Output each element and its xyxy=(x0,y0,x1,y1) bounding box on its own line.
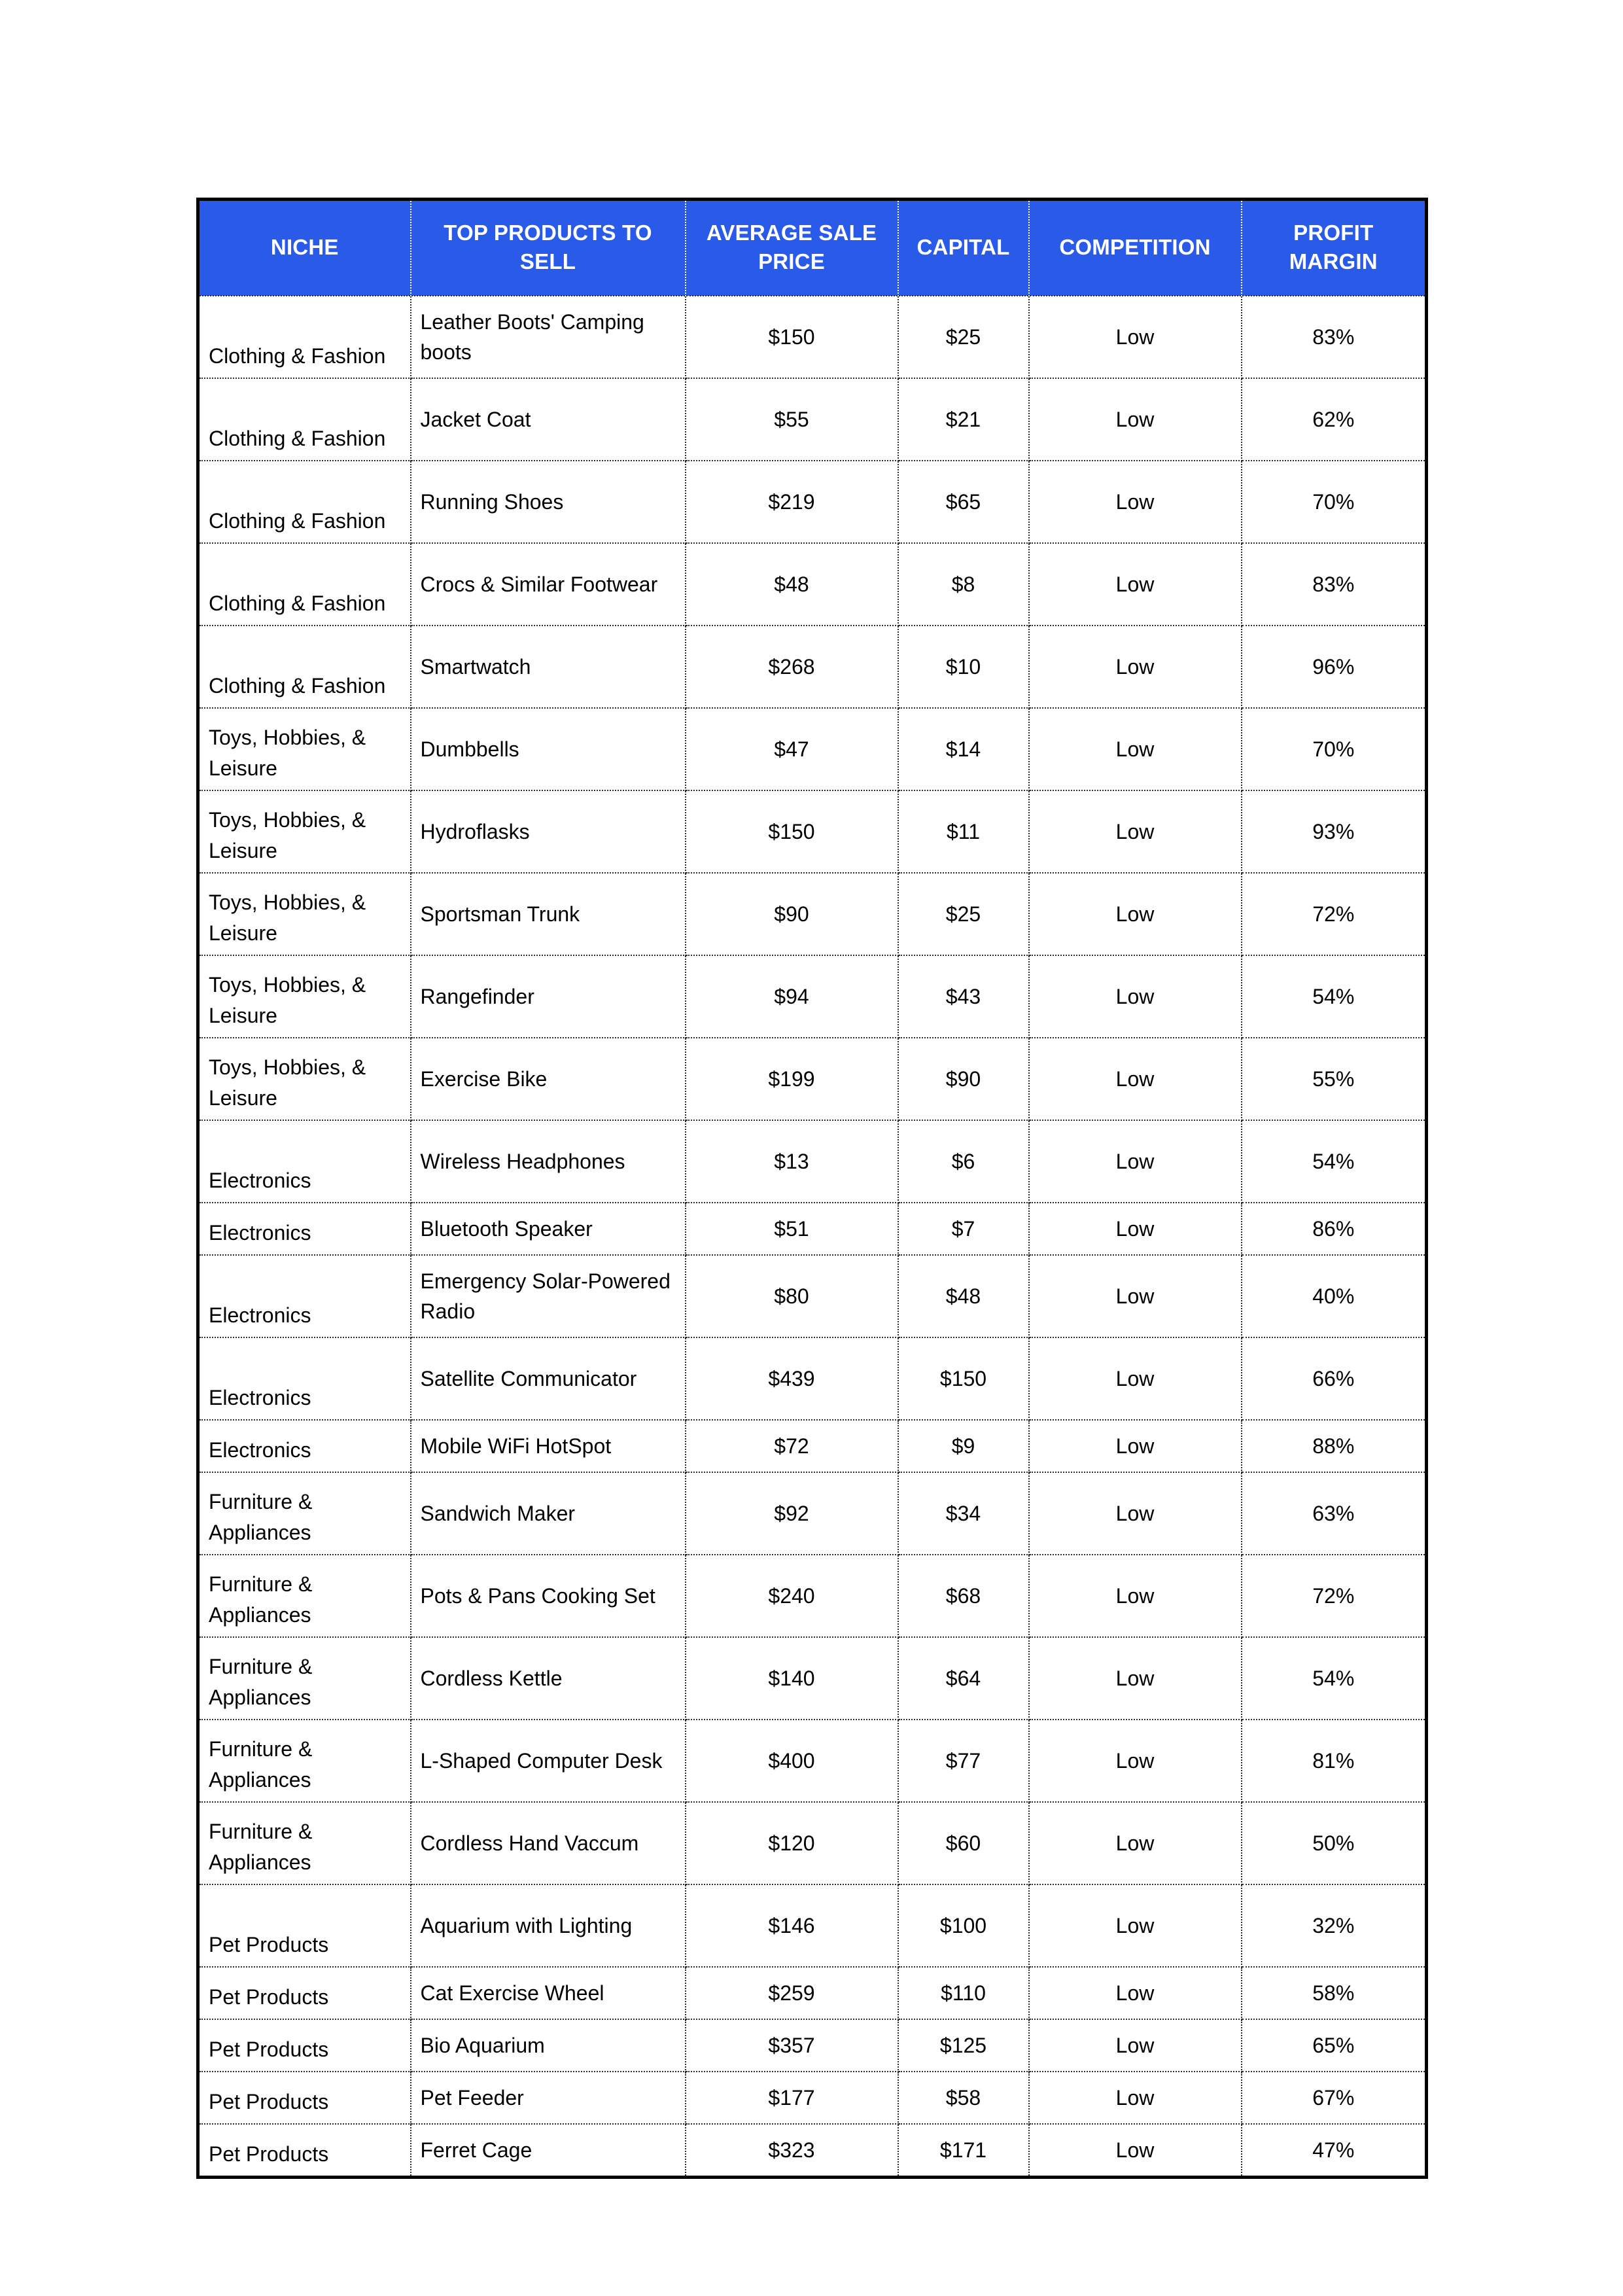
cell-competition: Low xyxy=(1029,2019,1242,2072)
cell-niche: Toys, Hobbies, & Leisure xyxy=(198,873,411,955)
cell-product: Running Shoes xyxy=(411,461,686,543)
cell-niche: Furniture & Appliances xyxy=(198,1555,411,1637)
cell-niche: Clothing & Fashion xyxy=(198,378,411,461)
cell-price: $90 xyxy=(686,873,898,955)
table-row[interactable] xyxy=(198,543,1427,626)
table-row[interactable] xyxy=(198,1420,1427,1472)
cell-niche: Furniture & Appliances xyxy=(198,1802,411,1884)
table-row[interactable] xyxy=(198,1720,1427,1802)
cell-niche: Clothing & Fashion xyxy=(198,296,411,378)
cell-niche: Electronics xyxy=(198,1120,411,1203)
header-row xyxy=(198,200,1427,296)
cell-competition: Low xyxy=(1029,1967,1242,2019)
cell-competition: Low xyxy=(1029,461,1242,543)
table-row[interactable] xyxy=(198,2124,1427,2178)
cell-competition: Low xyxy=(1029,873,1242,955)
cell-niche: Pet Products xyxy=(198,1967,411,2019)
cell-product: Ferret Cage xyxy=(411,2124,686,2178)
cell-niche: Toys, Hobbies, & Leisure xyxy=(198,790,411,873)
cell-competition: Low xyxy=(1029,708,1242,790)
cell-price: $268 xyxy=(686,626,898,708)
cell-capital: $60 xyxy=(898,1802,1029,1884)
table-row[interactable] xyxy=(198,626,1427,708)
cell-niche: Clothing & Fashion xyxy=(198,461,411,543)
cell-price: $199 xyxy=(686,1038,898,1120)
cell-margin: 81% xyxy=(1242,1720,1427,1802)
cell-niche: Furniture & Appliances xyxy=(198,1720,411,1802)
table-row[interactable] xyxy=(198,955,1427,1038)
cell-competition: Low xyxy=(1029,1472,1242,1555)
cell-product: Aquarium with Lighting xyxy=(411,1884,686,1967)
cell-product: Wireless Headphones xyxy=(411,1120,686,1203)
cell-product: Mobile WiFi HotSpot xyxy=(411,1420,686,1472)
table-row[interactable] xyxy=(198,790,1427,873)
cell-price: $120 xyxy=(686,1802,898,1884)
cell-product: Exercise Bike xyxy=(411,1038,686,1120)
cell-competition: Low xyxy=(1029,626,1242,708)
cell-niche: Toys, Hobbies, & Leisure xyxy=(198,1038,411,1120)
cell-competition: Low xyxy=(1029,378,1242,461)
cell-margin: 55% xyxy=(1242,1038,1427,1120)
cell-competition: Low xyxy=(1029,1802,1242,1884)
cell-price: $92 xyxy=(686,1472,898,1555)
cell-product: Dumbbells xyxy=(411,708,686,790)
cell-capital: $64 xyxy=(898,1637,1029,1720)
cell-margin: 83% xyxy=(1242,296,1427,378)
cell-price: $55 xyxy=(686,378,898,461)
table-row[interactable] xyxy=(198,873,1427,955)
cell-product: Sandwich Maker xyxy=(411,1472,686,1555)
cell-competition: Low xyxy=(1029,2072,1242,2124)
cell-margin: 32% xyxy=(1242,1884,1427,1967)
cell-competition: Low xyxy=(1029,1203,1242,1255)
niche-product-research-table xyxy=(196,198,1428,2179)
cell-margin: 54% xyxy=(1242,1637,1427,1720)
cell-competition: Low xyxy=(1029,1884,1242,1967)
cell-competition: Low xyxy=(1029,955,1242,1038)
cell-margin: 88% xyxy=(1242,1420,1427,1472)
table-header xyxy=(198,200,1427,296)
table-container xyxy=(196,198,1425,2179)
cell-margin: 62% xyxy=(1242,378,1427,461)
cell-capital: $125 xyxy=(898,2019,1029,2072)
cell-capital: $8 xyxy=(898,543,1029,626)
cell-competition: Low xyxy=(1029,1720,1242,1802)
cell-product: Crocs & Similar Footwear xyxy=(411,543,686,626)
column-header-product[interactable]: TOP PRODUCTS TO SELL xyxy=(411,200,686,296)
cell-capital: $110 xyxy=(898,1967,1029,2019)
column-header-price[interactable]: AVERAGE SALE PRICE xyxy=(686,200,898,296)
cell-margin: 66% xyxy=(1242,1337,1427,1420)
cell-capital: $14 xyxy=(898,708,1029,790)
cell-price: $150 xyxy=(686,790,898,873)
cell-price: $177 xyxy=(686,2072,898,2124)
cell-niche: Furniture & Appliances xyxy=(198,1637,411,1720)
cell-capital: $77 xyxy=(898,1720,1029,1802)
cell-competition: Low xyxy=(1029,1337,1242,1420)
cell-capital: $9 xyxy=(898,1420,1029,1472)
cell-price: $439 xyxy=(686,1337,898,1420)
cell-price: $400 xyxy=(686,1720,898,1802)
cell-price: $48 xyxy=(686,543,898,626)
cell-margin: 70% xyxy=(1242,461,1427,543)
cell-margin: 83% xyxy=(1242,543,1427,626)
cell-competition: Low xyxy=(1029,1038,1242,1120)
cell-price: $51 xyxy=(686,1203,898,1255)
cell-product: Bluetooth Speaker xyxy=(411,1203,686,1255)
cell-niche: Pet Products xyxy=(198,2019,411,2072)
cell-price: $146 xyxy=(686,1884,898,1967)
table-row[interactable] xyxy=(198,1472,1427,1555)
table-row[interactable] xyxy=(198,378,1427,461)
cell-capital: $90 xyxy=(898,1038,1029,1120)
cell-niche: Clothing & Fashion xyxy=(198,626,411,708)
cell-product: Smartwatch xyxy=(411,626,686,708)
cell-price: $219 xyxy=(686,461,898,543)
cell-price: $80 xyxy=(686,1255,898,1337)
cell-price: $47 xyxy=(686,708,898,790)
cell-competition: Low xyxy=(1029,1555,1242,1637)
cell-product: Cat Exercise Wheel xyxy=(411,1967,686,2019)
column-header-capital[interactable]: CAPITAL xyxy=(898,200,1029,296)
table-row[interactable] xyxy=(198,708,1427,790)
cell-margin: 86% xyxy=(1242,1203,1427,1255)
cell-capital: $10 xyxy=(898,626,1029,708)
cell-niche: Furniture & Appliances xyxy=(198,1472,411,1555)
table-row[interactable] xyxy=(198,2072,1427,2124)
table-row[interactable] xyxy=(198,2019,1427,2072)
cell-price: $259 xyxy=(686,1967,898,2019)
cell-competition: Low xyxy=(1029,790,1242,873)
cell-niche: Electronics xyxy=(198,1255,411,1337)
cell-price: $72 xyxy=(686,1420,898,1472)
cell-capital: $21 xyxy=(898,378,1029,461)
cell-capital: $150 xyxy=(898,1337,1029,1420)
cell-product: Sportsman Trunk xyxy=(411,873,686,955)
cell-capital: $43 xyxy=(898,955,1029,1038)
cell-niche: Pet Products xyxy=(198,1884,411,1967)
cell-margin: 96% xyxy=(1242,626,1427,708)
cell-product: Bio Aquarium xyxy=(411,2019,686,2072)
cell-product: Emergency Solar-Powered Radio xyxy=(411,1255,686,1337)
cell-margin: 72% xyxy=(1242,873,1427,955)
cell-product: Hydroflasks xyxy=(411,790,686,873)
cell-margin: 58% xyxy=(1242,1967,1427,2019)
cell-capital: $171 xyxy=(898,2124,1029,2178)
cell-margin: 50% xyxy=(1242,1802,1427,1884)
column-header-margin[interactable]: PROFIT MARGIN xyxy=(1242,200,1427,296)
cell-margin: 63% xyxy=(1242,1472,1427,1555)
cell-capital: $65 xyxy=(898,461,1029,543)
cell-price: $13 xyxy=(686,1120,898,1203)
cell-capital: $34 xyxy=(898,1472,1029,1555)
table-body xyxy=(198,296,1427,2178)
cell-margin: 65% xyxy=(1242,2019,1427,2072)
cell-price: $240 xyxy=(686,1555,898,1637)
cell-capital: $11 xyxy=(898,790,1029,873)
cell-margin: 72% xyxy=(1242,1555,1427,1637)
cell-margin: 54% xyxy=(1242,1120,1427,1203)
cell-margin: 70% xyxy=(1242,708,1427,790)
table-row[interactable] xyxy=(198,1884,1427,1967)
cell-product: L-Shaped Computer Desk xyxy=(411,1720,686,1802)
cell-product: Pet Feeder xyxy=(411,2072,686,2124)
cell-capital: $7 xyxy=(898,1203,1029,1255)
cell-margin: 47% xyxy=(1242,2124,1427,2178)
table-row[interactable] xyxy=(198,461,1427,543)
table-row[interactable] xyxy=(198,296,1427,378)
cell-competition: Low xyxy=(1029,1120,1242,1203)
cell-price: $140 xyxy=(686,1637,898,1720)
cell-product: Satellite Communicator xyxy=(411,1337,686,1420)
column-header-niche[interactable]: NICHE xyxy=(198,200,411,296)
cell-price: $94 xyxy=(686,955,898,1038)
cell-competition: Low xyxy=(1029,296,1242,378)
table-row[interactable] xyxy=(198,1337,1427,1420)
cell-capital: $100 xyxy=(898,1884,1029,1967)
cell-capital: $25 xyxy=(898,873,1029,955)
cell-price: $150 xyxy=(686,296,898,378)
cell-capital: $6 xyxy=(898,1120,1029,1203)
cell-product: Jacket Coat xyxy=(411,378,686,461)
table-row[interactable] xyxy=(198,1255,1427,1337)
cell-niche: Pet Products xyxy=(198,2124,411,2178)
cell-product: Leather Boots' Camping boots xyxy=(411,296,686,378)
table-row[interactable] xyxy=(198,1203,1427,1255)
cell-capital: $48 xyxy=(898,1255,1029,1337)
cell-competition: Low xyxy=(1029,543,1242,626)
cell-niche: Electronics xyxy=(198,1203,411,1255)
cell-capital: $25 xyxy=(898,296,1029,378)
cell-product: Cordless Hand Vaccum xyxy=(411,1802,686,1884)
cell-margin: 67% xyxy=(1242,2072,1427,2124)
cell-niche: Electronics xyxy=(198,1420,411,1472)
cell-capital: $68 xyxy=(898,1555,1029,1637)
table-row[interactable] xyxy=(198,1038,1427,1120)
cell-product: Cordless Kettle xyxy=(411,1637,686,1720)
cell-niche: Toys, Hobbies, & Leisure xyxy=(198,708,411,790)
cell-margin: 40% xyxy=(1242,1255,1427,1337)
cell-margin: 54% xyxy=(1242,955,1427,1038)
cell-margin: 93% xyxy=(1242,790,1427,873)
column-header-competition[interactable]: COMPETITION xyxy=(1029,200,1242,296)
cell-capital: $58 xyxy=(898,2072,1029,2124)
cell-product: Pots & Pans Cooking Set xyxy=(411,1555,686,1637)
table-row[interactable] xyxy=(198,1120,1427,1203)
cell-competition: Low xyxy=(1029,2124,1242,2178)
cell-product: Rangefinder xyxy=(411,955,686,1038)
cell-competition: Low xyxy=(1029,1637,1242,1720)
cell-niche: Clothing & Fashion xyxy=(198,543,411,626)
table-row[interactable] xyxy=(198,1802,1427,1884)
cell-competition: Low xyxy=(1029,1420,1242,1472)
cell-niche: Toys, Hobbies, & Leisure xyxy=(198,955,411,1038)
cell-niche: Electronics xyxy=(198,1337,411,1420)
cell-competition: Low xyxy=(1029,1255,1242,1337)
table-row[interactable] xyxy=(198,1967,1427,2019)
table-row[interactable] xyxy=(198,1637,1427,1720)
cell-price: $357 xyxy=(686,2019,898,2072)
table-row[interactable] xyxy=(198,1555,1427,1637)
cell-niche: Pet Products xyxy=(198,2072,411,2124)
cell-price: $323 xyxy=(686,2124,898,2178)
